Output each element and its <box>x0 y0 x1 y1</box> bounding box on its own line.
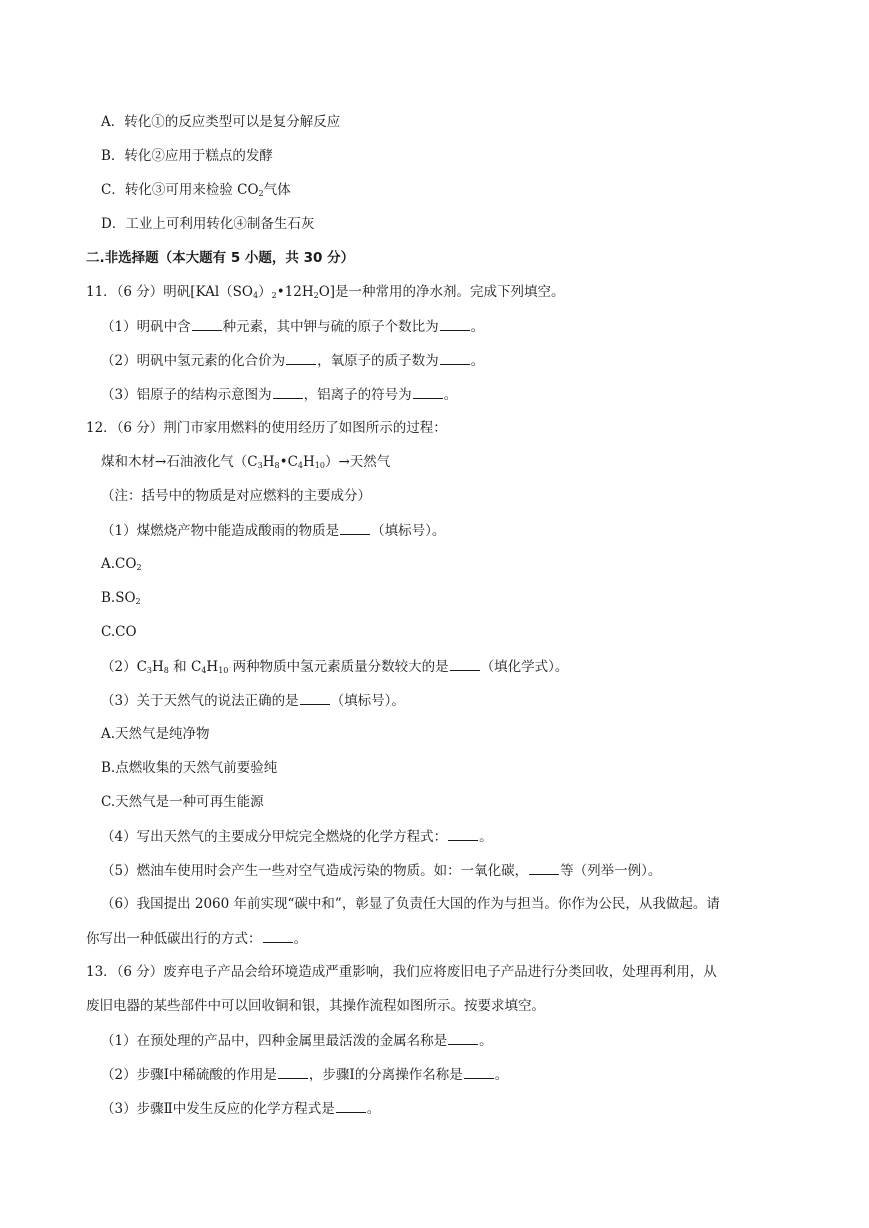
q12-p1-option-b: $B.SO_2$ <box>101 590 141 606</box>
q12-part-6-line-2: 你写出一种低碳出行的方式： 。 <box>86 928 307 949</box>
q12-p1-option-a: $A.CO_2$ <box>101 556 142 572</box>
answer-blank[interactable] <box>448 1030 478 1045</box>
q12-p3-option-b: B.点燃收集的天然气前要验纯 <box>101 760 278 776</box>
answer-blank[interactable] <box>464 1064 494 1079</box>
q12-note: （注：括号中的物质是对应燃料的主要成分） <box>101 488 371 504</box>
q12-part-4: （4）写出天然气的主要成分甲烷完全燃烧的化学方程式： 。 <box>101 826 493 847</box>
answer-blank[interactable] <box>263 928 293 943</box>
q12-part-1: （1）煤燃烧产物中能造成酸雨的物质是 （填标号）。 <box>101 520 445 541</box>
answer-blank[interactable] <box>273 384 303 399</box>
answer-blank[interactable] <box>529 860 559 875</box>
q11-stem: 11．（6 分）明矾$[KAl(SO_4)_2•12H_2O]$是一种常用的净水剂。完成下列填空。 <box>86 284 565 300</box>
q10-option-c: C．转化③可用来检验 $CO_2$气体 <box>101 182 291 198</box>
answer-blank[interactable] <box>278 1064 308 1079</box>
q12-part-6-line-1: （6）我国提出 2060 年前实现“碳中和”，彰显了负责任大国的作为与担当。你作为公民，从我做起。请 <box>101 896 720 912</box>
q10-option-b: B．转化②应用于糕点的发酵 <box>101 148 273 164</box>
q12-part-5: （5）燃油车使用时会产生一些对空气造成污染的物质。如：一氧化碳， 等（列举一例）。 <box>101 860 661 881</box>
q13-part-1: （1）在预处理的产品中，四种金属里最活泼的金属名称是 。 <box>101 1030 493 1051</box>
answer-blank[interactable] <box>286 350 316 365</box>
q13-part-2: （2）步骤Ⅰ中稀硫酸的作用是 ，步骤Ⅰ的分离操作名称是 。 <box>101 1064 508 1085</box>
q13-part-3: （3）步骤Ⅱ中发生反应的化学方程式是 。 <box>101 1098 380 1119</box>
answer-blank[interactable] <box>336 1098 366 1113</box>
q13-stem-line-1: 13．（6 分）废弃电子产品会给环境造成严重影响，我们应将废旧电子产品进行分类回收，处理再利用，从 <box>86 964 717 980</box>
q12-part-3: （3）关于天然气的说法正确的是 （填标号）。 <box>101 690 405 711</box>
q12-stem: 12．（6 分）荆门市家用燃料的使用经历了如图所示的过程： <box>86 420 447 436</box>
q13-stem-line-2: 废旧电器的某些部件中可以回收铜和银，其操作流程如图所示。按要求填空。 <box>86 998 545 1014</box>
answer-blank[interactable] <box>440 316 470 331</box>
q12-p1-option-c: C.CO <box>101 624 137 640</box>
q12-flow: 煤和木材→石油液化气$(C_3H_8•C_4H_{10})\to$天然气 <box>101 454 391 470</box>
answer-blank[interactable] <box>300 690 330 705</box>
q12-part-2: $(2)C_3H_8$ 和 $C_4H_{10}$ 两种物质中氢元素质量分数较大的是 （填化学式）。 <box>101 656 568 677</box>
section-heading: 二.非选择题（本大题有 5 小题，共 30 分） <box>86 250 355 266</box>
q12-p3-option-c: C.天然气是一种可再生能源 <box>101 794 264 810</box>
answer-blank[interactable] <box>340 520 370 535</box>
answer-blank[interactable] <box>448 826 478 841</box>
q11-part-2: （2）明矾中氢元素的化合价为 ，氧原子的质子数为 。 <box>101 350 484 371</box>
q10-option-d: D．工业上可利用转化④制备生石灰 <box>101 216 315 232</box>
q11-part-3: （3）铝原子的结构示意图为 ，铝离子的符号为 。 <box>101 384 457 405</box>
q10-option-a: A．转化①的反应类型可以是复分解反应 <box>101 114 341 130</box>
answer-blank[interactable] <box>413 384 443 399</box>
q12-p3-option-a: A.天然气是纯净物 <box>101 726 210 742</box>
answer-blank[interactable] <box>192 316 222 331</box>
q11-part-1: （1）明矾中含 种元素，其中钾与硫的原子个数比为 。 <box>101 316 484 337</box>
answer-blank[interactable] <box>450 656 480 671</box>
answer-blank[interactable] <box>440 350 470 365</box>
